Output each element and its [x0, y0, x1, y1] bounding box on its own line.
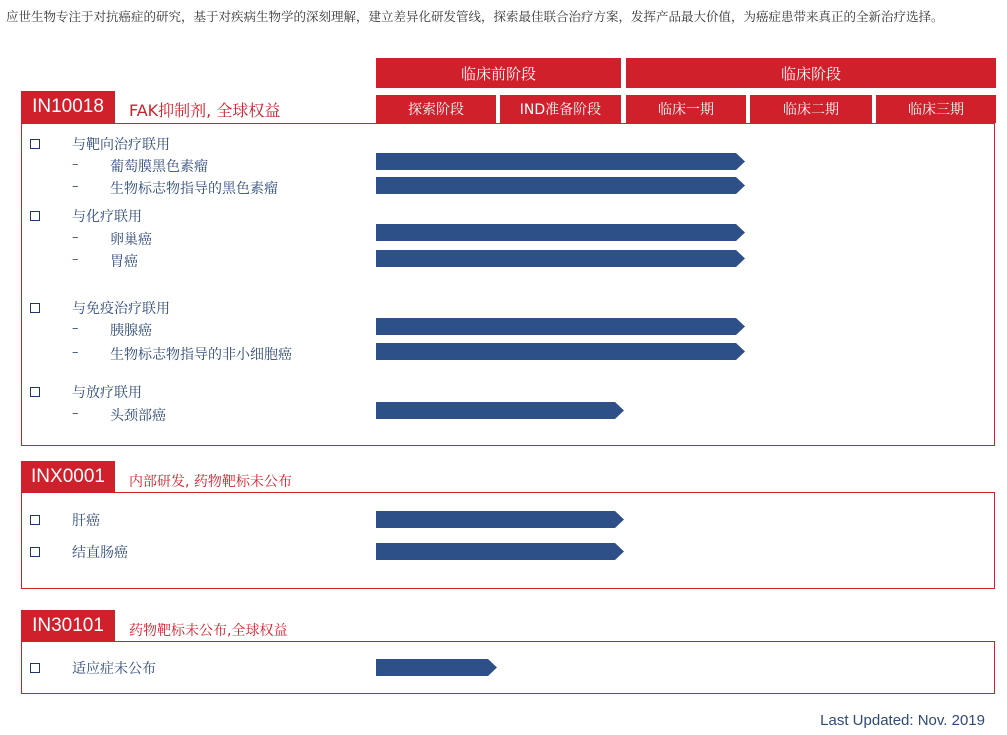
- checkbox-icon: [30, 547, 40, 557]
- progress-bar: [376, 659, 497, 676]
- intro-text: 应世生物专注于对抗癌症的研究，基于对疾病生物学的深刻理解，建立差异化研发管线，探索最佳联合治疗方案，发挥产品最大价值，为癌症患带来真正的全新治疗选择。: [6, 9, 944, 24]
- checkbox-icon: [30, 303, 40, 313]
- list-item: [22, 659, 392, 679]
- progress-bar: [376, 343, 745, 360]
- checkbox-icon: [30, 515, 40, 525]
- phase-clinical-3: 临床三期: [876, 95, 996, 123]
- dash-icon: –: [72, 230, 79, 245]
- list-item: [22, 207, 392, 227]
- checkbox-icon: [30, 663, 40, 673]
- program-desc-inx0001: 内部研发, 药物靶标未公布: [129, 474, 292, 490]
- progress-bar: [376, 402, 624, 419]
- category-label: 与化疗联用: [72, 209, 142, 225]
- dash-icon: –: [72, 321, 79, 336]
- category-label: 与靶向治疗联用: [72, 137, 170, 153]
- program-box-in30101: [21, 641, 995, 694]
- progress-bar: [376, 177, 745, 194]
- last-updated: Last Updated: Nov. 2019: [820, 712, 985, 729]
- program-box-inx0001: [21, 492, 995, 589]
- category-label: 肝癌: [72, 513, 100, 529]
- dash-icon: –: [72, 179, 79, 194]
- list-item: [22, 543, 392, 563]
- checkbox-icon: [30, 139, 40, 149]
- program-box-in10018: [21, 123, 995, 446]
- progress-bar: [376, 250, 745, 267]
- list-item: [22, 230, 392, 250]
- phase-group-clinical: 临床阶段: [626, 58, 996, 88]
- dash-icon: –: [72, 345, 79, 360]
- progress-bar: [376, 543, 624, 560]
- phase-clinical-2: 临床二期: [750, 95, 872, 123]
- program-tag-in10018: IN10018: [21, 91, 115, 123]
- list-item: [22, 299, 392, 319]
- category-label: 与放疗联用: [72, 385, 142, 401]
- indication-label: 胃癌: [110, 254, 138, 270]
- indication-label: 葡萄膜黑色素瘤: [110, 159, 208, 175]
- progress-bar: [376, 153, 745, 170]
- indication-label: 卵巢癌: [110, 232, 152, 248]
- list-item: [22, 321, 392, 341]
- list-item: [22, 406, 392, 426]
- indication-label: 生物标志物指导的黑色素瘤: [110, 181, 278, 197]
- category-label: 适应症未公布: [72, 661, 156, 677]
- dash-icon: –: [72, 252, 79, 267]
- program-desc-in30101: 药物靶标未公布,全球权益: [129, 623, 288, 639]
- list-item: [22, 511, 392, 531]
- category-label: 结直肠癌: [72, 545, 128, 561]
- checkbox-icon: [30, 211, 40, 221]
- indication-label: 头颈部癌: [110, 408, 166, 424]
- phase-ind-prep: IND准备阶段: [500, 95, 621, 123]
- dash-icon: –: [72, 406, 79, 421]
- list-item: [22, 345, 392, 365]
- list-item: [22, 135, 392, 155]
- checkbox-icon: [30, 387, 40, 397]
- list-item: [22, 252, 392, 272]
- phase-explore: 探索阶段: [376, 95, 496, 123]
- progress-bar: [376, 318, 745, 335]
- list-item: [22, 157, 392, 177]
- program-tag-in30101: IN30101: [21, 610, 115, 642]
- program-desc-in10018: FAK抑制剂, 全球权益: [129, 101, 281, 120]
- category-label: 与免疫治疗联用: [72, 301, 170, 317]
- list-item: [22, 179, 392, 199]
- progress-bar: [376, 224, 745, 241]
- phase-clinical-1: 临床一期: [626, 95, 746, 123]
- indication-label: 生物标志物指导的非小细胞癌: [110, 347, 292, 363]
- progress-bar: [376, 511, 624, 528]
- dash-icon: –: [72, 157, 79, 172]
- indication-label: 胰腺癌: [110, 323, 152, 339]
- program-tag-inx0001: INX0001: [21, 461, 115, 493]
- list-item: [22, 383, 392, 403]
- phase-group-preclinical: 临床前阶段: [376, 58, 621, 88]
